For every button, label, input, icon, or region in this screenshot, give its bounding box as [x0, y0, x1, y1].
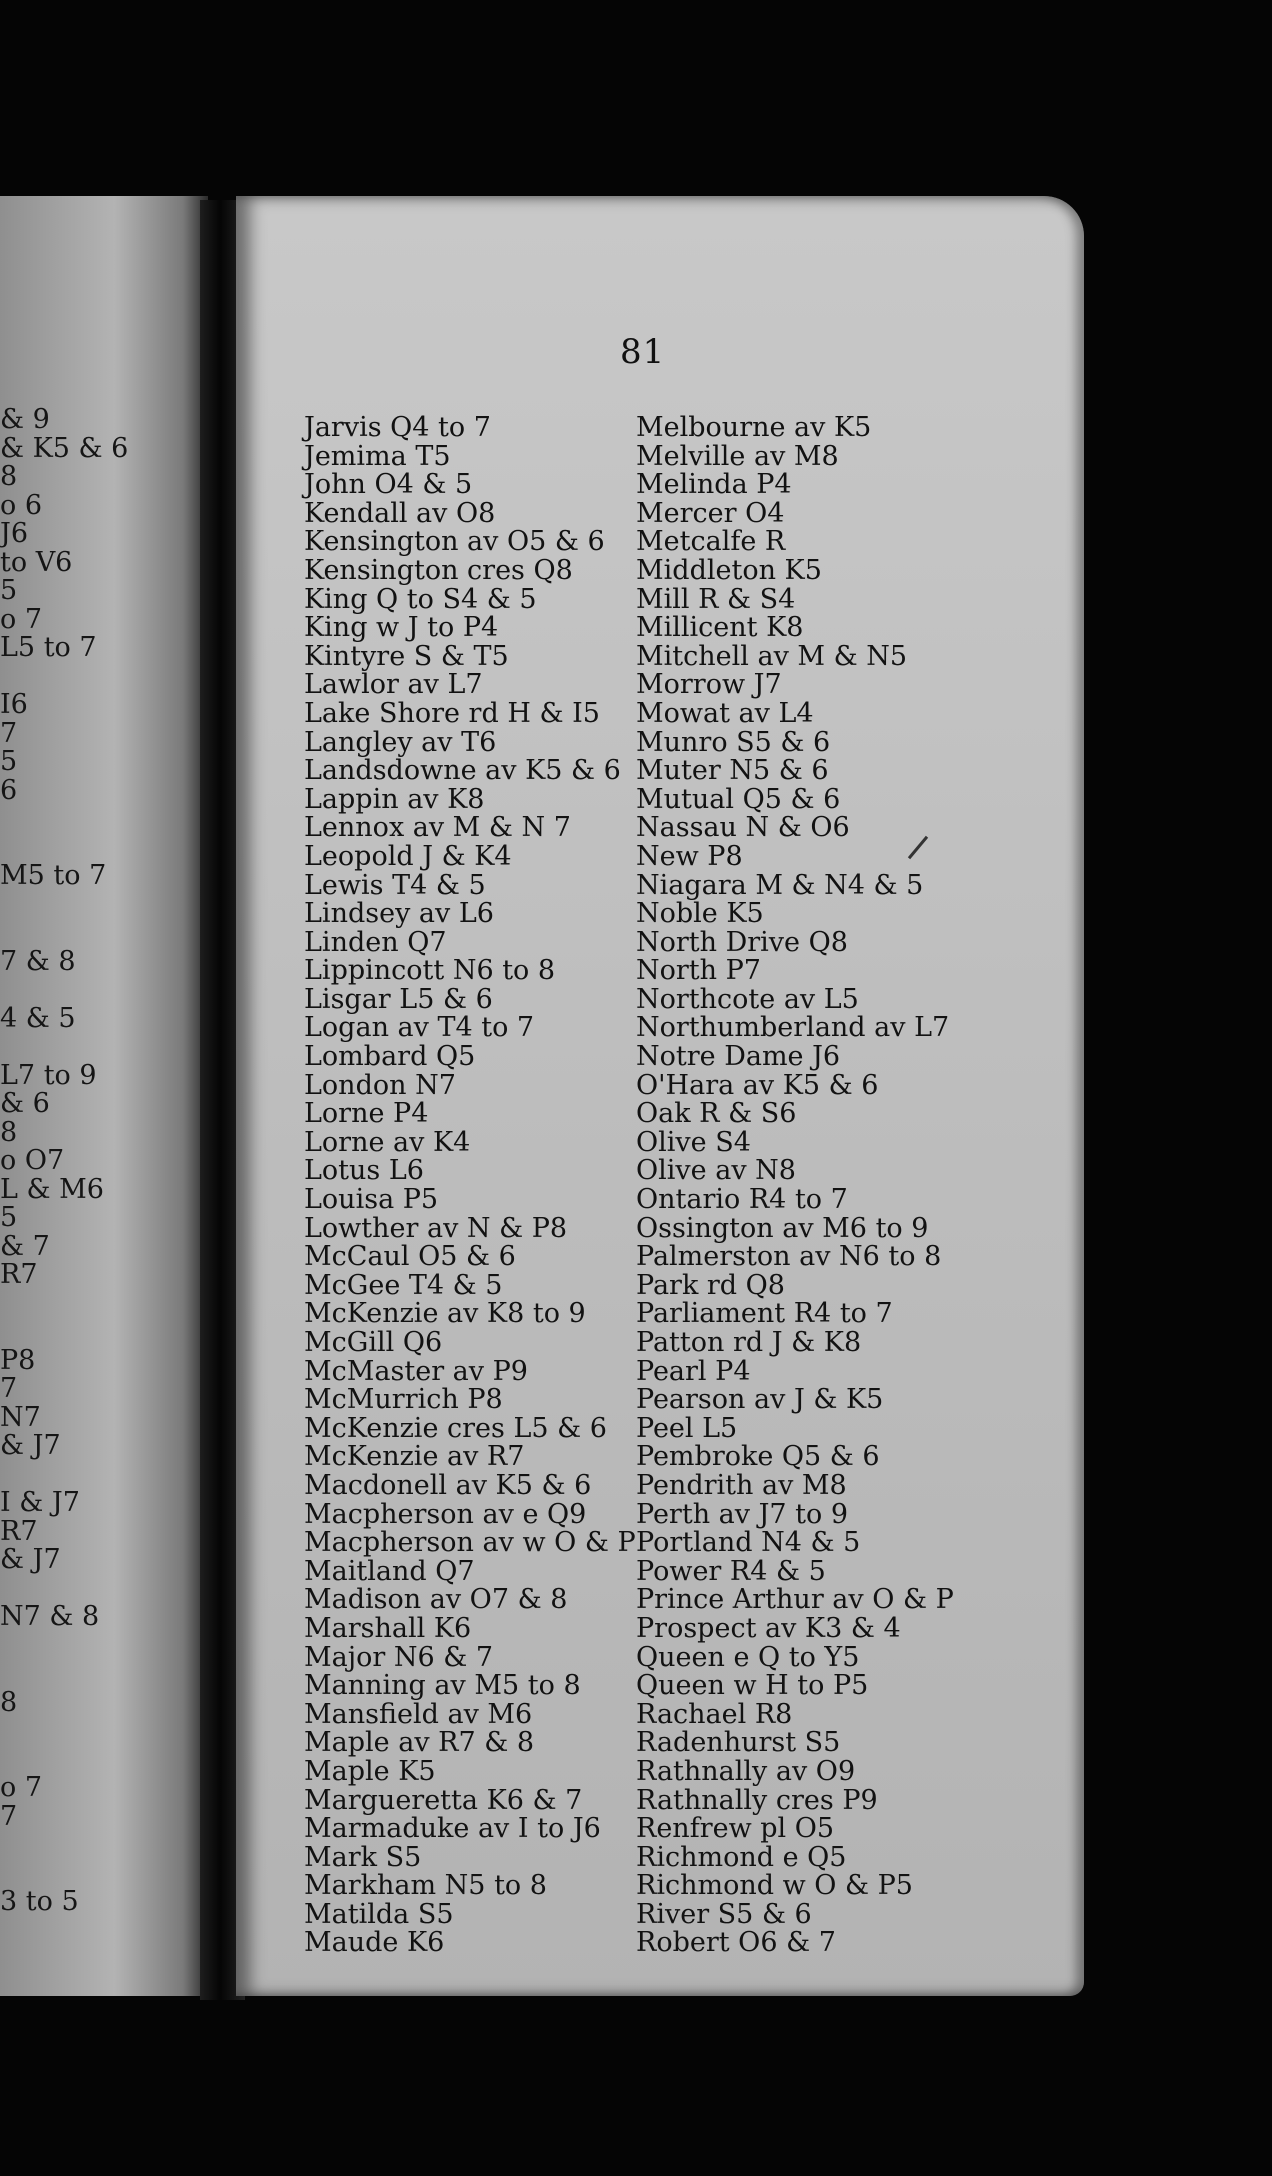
left-page-fragment: [0, 976, 128, 1005]
left-page-fragment: [0, 1575, 128, 1604]
left-page-fragment: & J7: [0, 1430, 61, 1461]
street-entry: Melinda P4: [636, 469, 792, 501]
street-entry: Lorne P4: [304, 1098, 429, 1130]
street-entry: Maple K5: [304, 1755, 436, 1787]
street-entry: Kensington cres Q8: [304, 554, 573, 586]
street-entry: Melville av M8: [636, 440, 839, 472]
street-entry: Munro S5 & 6: [636, 726, 831, 758]
street-entry: Louisa P5: [304, 1184, 439, 1216]
street-entry: Lombard Q5: [304, 1041, 476, 1073]
left-page-fragment: [0, 1860, 128, 1889]
street-entry: Pembroke Q5 & 6: [636, 1441, 880, 1473]
street-entry: McCaul O5 & 6: [304, 1241, 516, 1273]
left-page-fragment: 7: [0, 1373, 18, 1404]
street-entry: Park rd Q8: [636, 1269, 785, 1301]
street-entry: Rachael R8: [636, 1698, 793, 1730]
street-entry: Northumberland av L7: [636, 1012, 950, 1044]
street-entry: Peel L5: [636, 1412, 738, 1444]
street-entry: Richmond w O & P5: [636, 1870, 913, 1902]
street-entry: Lorne av K4: [304, 1126, 471, 1158]
street-entry: Major N6 & 7: [304, 1641, 494, 1673]
street-entry: McGee T4 & 5: [304, 1269, 503, 1301]
street-entry: Pendrith av M8: [636, 1469, 847, 1501]
street-entry: Oak R & S6: [636, 1098, 797, 1130]
street-entry: Olive av N8: [636, 1155, 796, 1187]
street-entry: Jarvis Q4 to 7: [304, 412, 491, 443]
street-entry: Mercer O4: [636, 497, 785, 529]
street-entry: Olive S4: [636, 1126, 751, 1158]
street-entry: Lisgar L5 & 6: [304, 983, 493, 1015]
left-page-fragment: o O7: [0, 1145, 65, 1176]
street-column-left: [304, 414, 636, 1958]
street-entry: London N7: [304, 1069, 456, 1101]
street-entry: Lotus L6: [304, 1155, 424, 1187]
left-page-fragment: to V6: [0, 546, 73, 578]
street-column-right: [636, 414, 954, 1958]
street-entry: North P7: [636, 955, 761, 987]
left-page-fragment: [0, 834, 128, 863]
street-entry: Metcalfe R: [636, 526, 786, 558]
left-page-fragment: [0, 663, 128, 692]
street-entry: Mark S5: [304, 1841, 422, 1873]
street-entry: King w J to P4: [304, 612, 499, 644]
street-entry: Kintyre S & T5: [304, 640, 509, 672]
street-entry: Muter N5 & 6: [636, 755, 829, 787]
street-entry: Perth av J7 to 9: [636, 1498, 849, 1530]
street-entry: Landsdowne av K5 & 6: [304, 755, 621, 787]
left-page-fragment: M5 to 7: [0, 860, 107, 891]
street-entry: Madison av O7 & 8: [304, 1584, 568, 1616]
street-entry: Lindsey av L6: [304, 898, 494, 930]
left-page-fragment: L5 to 7: [0, 632, 97, 663]
street-entry: Portland N4 & 5: [636, 1527, 861, 1559]
street-entry: Richmond e Q5: [636, 1841, 847, 1873]
street-entry: Lewis T4 & 5: [304, 869, 486, 901]
street-entry: Maude K6: [304, 1927, 445, 1959]
street-entry: Leopold J & K4: [304, 840, 512, 872]
street-entry: Prospect av K3 & 4: [636, 1612, 901, 1644]
street-entry: Lowther av N & P8: [304, 1212, 568, 1244]
left-page-fragment: [0, 1632, 128, 1661]
left-page-fragment: o 7: [0, 1772, 43, 1803]
street-entry: Northcote av L5: [636, 983, 859, 1015]
left-page-fragment: [0, 1461, 128, 1490]
left-page-fragment: [0, 1318, 128, 1347]
left-page-fragments: [0, 406, 128, 1917]
street-entry: Middleton K5: [636, 554, 822, 586]
street-entry: Renfrew pl O5: [636, 1813, 835, 1845]
street-entry: Lake Shore rd H & I5: [304, 697, 600, 729]
street-entry: Pearl P4: [636, 1355, 751, 1387]
street-entry: Markham N5 to 8: [304, 1870, 547, 1902]
left-page-fragment: 5: [0, 1202, 18, 1233]
street-entry: Langley av T6: [304, 726, 497, 758]
street-entry: Maple av R7 & 8: [304, 1727, 535, 1759]
left-page: [0, 196, 208, 1996]
street-entry: John O4 & 5: [304, 469, 473, 501]
street-entry: Margueretta K6 & 7: [304, 1784, 583, 1816]
street-entry: Noble K5: [636, 898, 764, 930]
street-entry: Mitchell av M & N5: [636, 640, 908, 672]
left-page-fragment: 8: [0, 1686, 18, 1718]
street-entry: Marmaduke av I to J6: [304, 1813, 601, 1845]
street-entry: Millicent K8: [636, 612, 804, 644]
street-entry: Mansfield av M6: [304, 1698, 533, 1730]
left-page-fragment: [0, 891, 128, 920]
left-page-fragment: N7: [0, 1401, 41, 1433]
left-page-fragment: R7: [0, 1515, 38, 1547]
street-entry: Ossington av M6 to 9: [636, 1212, 929, 1244]
street-entry: Mill R & S4: [636, 583, 796, 615]
left-page-fragment: 7 & 8: [0, 945, 76, 977]
street-entry: Linden Q7: [304, 926, 447, 958]
left-page-fragment: & 9: [0, 404, 50, 435]
street-entry: Logan av T4 to 7: [304, 1012, 535, 1044]
street-entry: Notre Dame J6: [636, 1041, 841, 1073]
left-page-fragment: 3 to 5: [0, 1886, 79, 1917]
street-entry: Pearson av J & K5: [636, 1384, 884, 1416]
street-entry: Mowat av L4: [636, 697, 814, 729]
street-entry: Power R4 & 5: [636, 1555, 826, 1587]
left-page-fragment: [0, 1717, 128, 1746]
street-entry: Patton rd J & K8: [636, 1327, 862, 1358]
street-entry: Kendall av O8: [304, 497, 496, 529]
street-entry: Melbourne av K5: [636, 412, 872, 443]
street-entry: Morrow J7: [636, 669, 782, 701]
left-page-fragment: o 6: [0, 489, 43, 521]
street-entry: Lennox av M & N 7: [304, 812, 571, 844]
left-page-fragment: R7: [0, 1259, 38, 1290]
street-entry: Ontario R4 to 7: [636, 1184, 848, 1216]
left-page-fragment: 4 & 5: [0, 1002, 76, 1034]
street-entry: Lippincott N6 to 8: [304, 955, 556, 987]
left-page-fragment: o 7: [0, 603, 43, 635]
street-entry: Nassau N & O6: [636, 812, 850, 844]
street-entry: McGill Q6: [304, 1327, 443, 1358]
street-entry: Matilda S5: [304, 1898, 454, 1930]
street-entry: McKenzie cres L5 & 6: [304, 1412, 607, 1444]
left-page-fragment: I & J7: [0, 1487, 80, 1518]
left-page-fragment: 6: [0, 774, 18, 806]
street-entry: Niagara M & N4 & 5: [636, 869, 924, 901]
street-entry: North Drive Q8: [636, 926, 848, 958]
street-entry: Rathnally cres P9: [636, 1784, 878, 1816]
left-page-fragment: 8: [0, 1116, 18, 1148]
left-page-fragment: J6: [0, 518, 29, 549]
street-entry: Prince Arthur av O & P: [636, 1584, 954, 1616]
street-entry: Macpherson av e Q9: [304, 1498, 587, 1530]
left-page-fragment: [0, 805, 128, 834]
left-page-fragment: [0, 1746, 128, 1775]
right-page: [236, 196, 1084, 1996]
street-entry: King Q to S4 & 5: [304, 583, 537, 615]
street-entry: Maitland Q7: [304, 1555, 475, 1587]
street-entry: Radenhurst S5: [636, 1727, 841, 1759]
left-page-fragment: [0, 1033, 128, 1062]
street-entry: Kensington av O5 & 6: [304, 526, 605, 558]
street-entry: McKenzie av R7: [304, 1441, 525, 1473]
street-entry: Queen w H to P5: [636, 1670, 869, 1702]
left-page-fragment: & 6: [0, 1088, 50, 1119]
street-entry: Marshall K6: [304, 1612, 472, 1644]
left-page-fragment: I6: [0, 689, 28, 720]
street-entry: Robert O6 & 7: [636, 1927, 836, 1959]
street-entry: Jemima T5: [304, 440, 451, 472]
left-page-fragment: [0, 1660, 128, 1689]
left-page-fragment: N7 & 8: [0, 1601, 100, 1632]
street-entry: Mutual Q5 & 6: [636, 783, 841, 815]
left-page-fragment: [0, 1831, 128, 1860]
left-page-fragment: 5: [0, 746, 18, 777]
left-page-fragment: L7 to 9: [0, 1059, 97, 1091]
street-entry: Lawlor av L7: [304, 669, 483, 701]
street-entry: New P8: [636, 840, 743, 872]
left-page-fragment: & 7: [0, 1230, 50, 1262]
street-entry: Manning av M5 to 8: [304, 1670, 581, 1702]
left-page-fragment: 7: [0, 1800, 18, 1832]
street-entry: River S5 & 6: [636, 1898, 812, 1930]
left-page-fragment: & J7: [0, 1544, 61, 1575]
left-page-fragment: [0, 1290, 128, 1319]
street-entry: McMurrich P8: [304, 1384, 503, 1416]
street-entry: McMaster av P9: [304, 1355, 528, 1387]
left-page-fragment: 5: [0, 575, 18, 606]
left-page-fragment: 8: [0, 461, 18, 492]
street-entry: Lappin av K8: [304, 783, 485, 815]
street-entry: Macdonell av K5 & 6: [304, 1469, 592, 1501]
left-page-fragment: L & M6: [0, 1173, 104, 1205]
street-entry: McKenzie av K8 to 9: [304, 1298, 586, 1330]
left-page-fragment: & K5 & 6: [0, 432, 129, 464]
left-page-fragment: P8: [0, 1344, 36, 1376]
street-entry: O'Hara av K5 & 6: [636, 1069, 879, 1101]
street-entry: Macpherson av w O & P: [304, 1527, 636, 1559]
street-entry: Queen e Q to Y5: [636, 1641, 860, 1673]
left-page-fragment: 7: [0, 717, 18, 749]
street-entry: Parliament R4 to 7: [636, 1298, 893, 1330]
street-entry: Rathnally av O9: [636, 1755, 856, 1787]
left-page-fragment: [0, 919, 128, 948]
street-entry: Palmerston av N6 to 8: [636, 1241, 942, 1273]
page-number: 81: [620, 332, 666, 372]
